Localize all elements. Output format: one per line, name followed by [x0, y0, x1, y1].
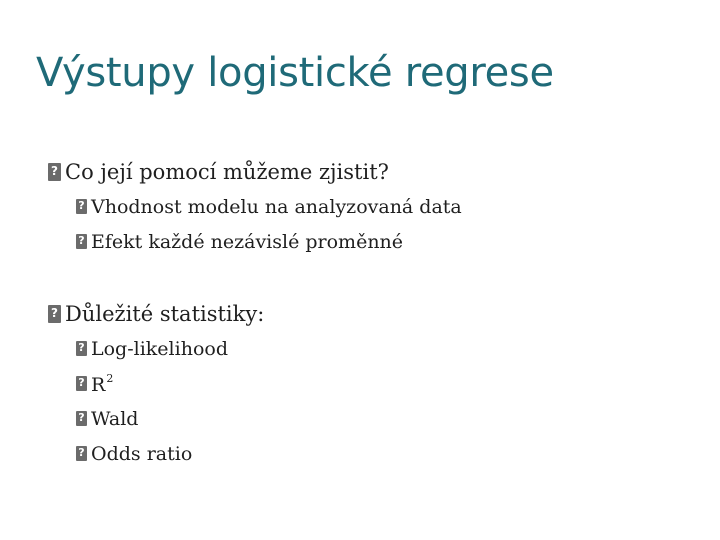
missing-glyph-icon: [76, 234, 87, 249]
missing-glyph-icon: [48, 305, 61, 323]
bullet-text: Wald: [91, 407, 139, 430]
missing-glyph-icon: [76, 446, 87, 461]
r-superscript: 2: [106, 371, 114, 385]
bullet-item: [76, 436, 462, 471]
bullet-text: Log-likelihood: [91, 337, 228, 360]
missing-glyph-icon: [76, 411, 87, 426]
bullet-heading-2: [48, 297, 462, 331]
bullet-text: Odds ratio: [91, 442, 193, 465]
bullet-text: Vhodnost modelu na analyzovaná data: [91, 195, 462, 218]
bullet-text: Důležité statistiky:: [65, 302, 265, 326]
bullet-text-r: [91, 372, 113, 396]
bullet-text: Co její pomocí můžeme zjistit?: [65, 160, 389, 184]
missing-glyph-icon: [48, 163, 61, 181]
bullet-item: [76, 331, 462, 366]
bullet-text: Efekt každé nezávislé proměnné: [91, 230, 404, 253]
slide-title: Výstupy logistické regrese: [36, 50, 554, 96]
bullet-item: [76, 224, 462, 259]
missing-glyph-icon: [76, 376, 87, 391]
bullet-item: [76, 189, 462, 224]
missing-glyph-icon: [76, 341, 87, 356]
missing-glyph-icon: [76, 199, 87, 214]
bullet-heading-1: [48, 155, 462, 189]
section-gap: [48, 259, 462, 297]
bullet-item: [76, 401, 462, 436]
bullet-item: [76, 366, 462, 401]
slide-body: [48, 155, 462, 471]
r-letter: R: [91, 373, 106, 396]
